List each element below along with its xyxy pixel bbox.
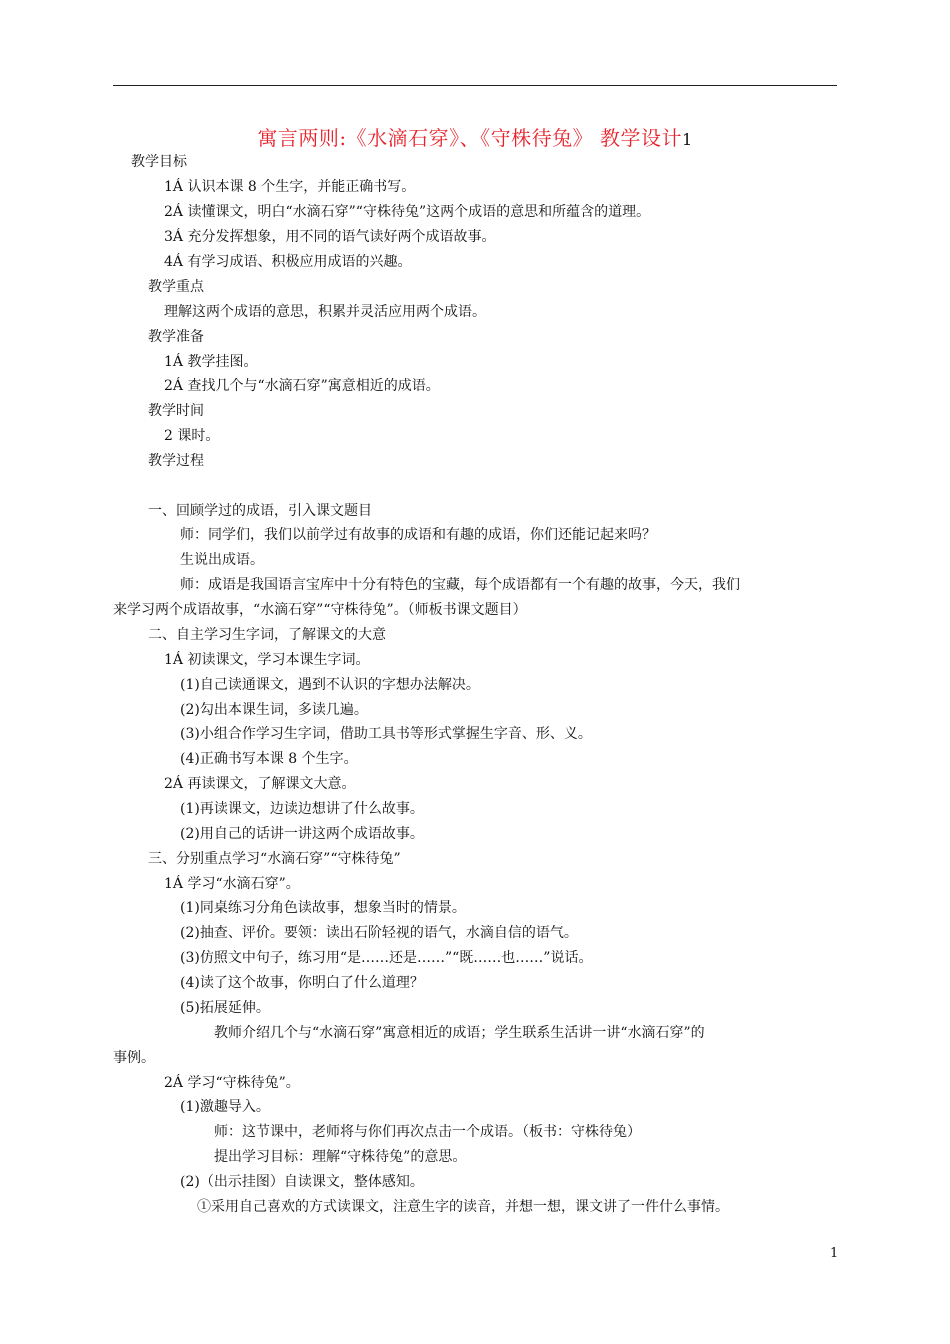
header-rule — [113, 85, 837, 86]
section-heading: 二、自主学习生字词，了解课文的大意 — [148, 627, 386, 643]
body-line: (1)自己读通课文，遇到不认识的字想办法解决。 — [180, 677, 480, 693]
body-line: 事例。 — [113, 1050, 155, 1066]
document-title — [0, 124, 950, 154]
body-line: 2 课时。 — [164, 428, 220, 444]
body-line: 2Á 查找几个与“水滴石穿”寓意相近的成语。 — [164, 378, 440, 394]
body-line: 师：成语是我国语言宝库中十分有特色的宝藏，每个成语都有一个有趣的故事，今天，我们 — [180, 577, 740, 593]
body-line: 师：这节课中，老师将与你们再次点击一个成语。（板书：守株待兔） — [214, 1124, 641, 1140]
body-line: (1)再读课文，边读边想讲了什么故事。 — [180, 801, 424, 817]
body-line: 4Á 有学习成语、积极应用成语的兴趣。 — [164, 254, 412, 270]
body-line: 3Á 充分发挥想象，用不同的语气读好两个成语故事。 — [164, 229, 496, 245]
body-line: (4)正确书写本课 8 个生字。 — [180, 751, 358, 767]
heading-time: 教学时间 — [148, 403, 204, 419]
body-line: 来学习两个成语故事，“水滴石穿”“守株待兔”。（师板书课文题目） — [113, 602, 527, 618]
body-line: (2)勾出本课生词，多读几遍。 — [180, 702, 368, 718]
body-line: (4)读了这个故事，你明白了什么道理？ — [180, 975, 424, 991]
body-line: 1Á 初读课文，学习本课生字词。 — [164, 652, 370, 668]
body-line: 生说出成语。 — [180, 552, 264, 568]
title-text: 寓言两则:《水滴石穿》、《守株待兔》 教学设计 — [257, 126, 682, 150]
body-line: 提出学习目标：理解“守株待兔”的意思。 — [214, 1149, 467, 1165]
heading-process: 教学过程 — [148, 453, 204, 469]
body-line: (2)用自己的话讲一讲这两个成语故事。 — [180, 826, 424, 842]
body-line: (5)拓展延伸。 — [180, 1000, 270, 1016]
body-line: 2Á 学习“守株待兔”。 — [164, 1075, 300, 1091]
body-line: 教师介绍几个与“水滴石穿”寓意相近的成语；学生联系生活讲一讲“水滴石穿”的 — [214, 1025, 705, 1041]
body-line: 1Á 学习“水滴石穿”。 — [164, 876, 300, 892]
body-line: 师：同学们，我们以前学过有故事的成语和有趣的成语，你们还能记起来吗？ — [180, 527, 656, 543]
heading-key-points: 教学重点 — [148, 279, 204, 295]
body-line: 1Á 教学挂图。 — [164, 354, 258, 370]
body-line: 理解这两个成语的意思，积累并灵活应用两个成语。 — [164, 304, 486, 320]
heading-preparation: 教学准备 — [148, 329, 204, 345]
section-heading: 一、回顾学过的成语，引入课文题目 — [148, 503, 372, 519]
body-line: 2Á 读懂课文，明白“水滴石穿”“守株待兔”这两个成语的意思和所蕴含的道理。 — [164, 204, 651, 220]
body-line: (1)激趣导入。 — [180, 1099, 270, 1115]
body-line: (3)仿照文中句子，练习用“是……还是……”“既……也……”说话。 — [180, 950, 593, 966]
body-line: 2Á 再读课文，了解课文大意。 — [164, 776, 356, 792]
body-line: ①采用自己喜欢的方式读课文，注意生字的读音，并想一想，课文讲了一件什么事情。 — [197, 1199, 729, 1215]
section-heading: 三、分别重点学习“水滴石穿”“守株待兔” — [148, 851, 401, 867]
body-line: 1Á 认识本课 8 个生字，并能正确书写。 — [164, 179, 416, 195]
body-line: (1)同桌练习分角色读故事，想象当时的情景。 — [180, 900, 466, 916]
title-footnote-number: 1 — [681, 130, 693, 149]
body-line: (2)抽查、评价。要领：读出石阶轻视的语气，水滴自信的语气。 — [180, 925, 578, 941]
body-line: (2)（出示挂图）自读课文，整体感知。 — [180, 1174, 424, 1190]
body-line: (3)小组合作学习生字词，借助工具书等形式掌握生字音、形、义。 — [180, 726, 592, 742]
heading-objectives: 教学目标 — [131, 154, 187, 170]
page-number: 1 — [830, 1246, 839, 1261]
